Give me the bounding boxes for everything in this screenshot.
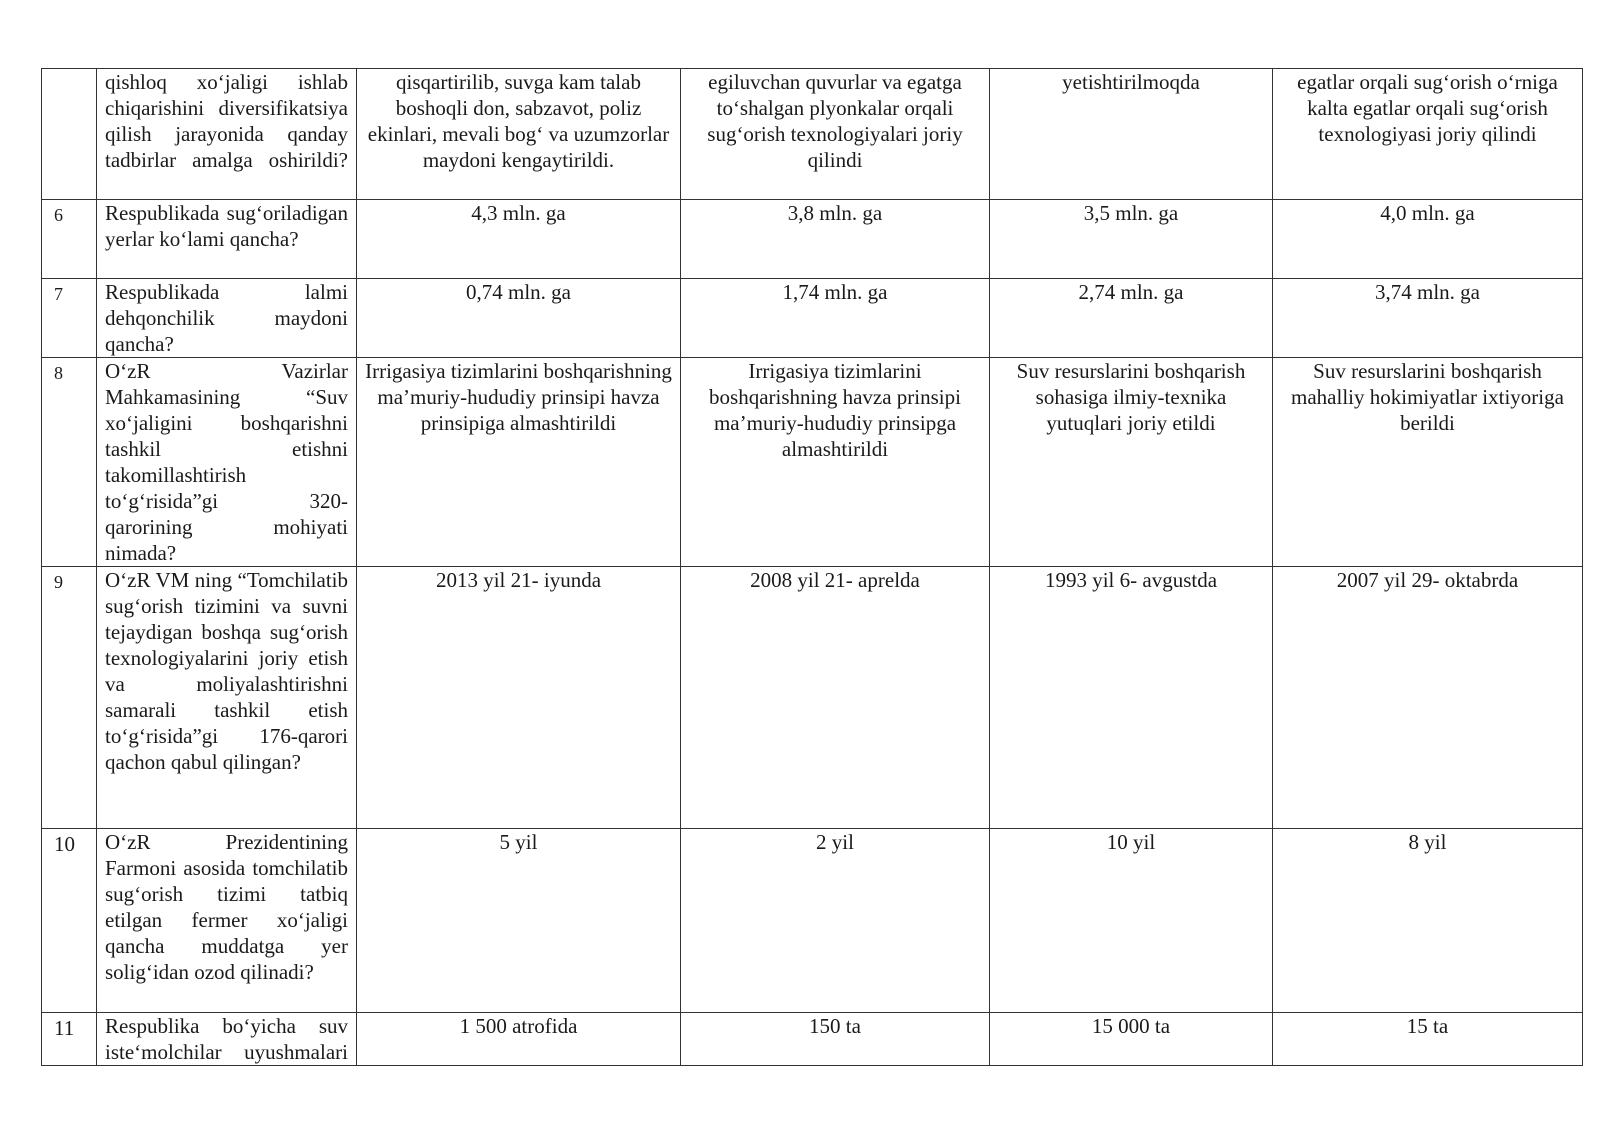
answer-b: Irrigasiya tizimlarini boshqarishning havza prinsipi ma’muriy-hududiy prinsipga almashtirildi [681, 358, 990, 567]
question-number: 11 [42, 1013, 97, 1066]
answer-a: 2013 yil 21- iyunda [357, 567, 681, 829]
answer-c: Suv resurslarini boshqarish sohasiga ilmiy-texnika yutuqlari joriy etildi [990, 358, 1273, 567]
answer-d: 3,74 mln. ga [1273, 279, 1583, 358]
answer-c: 1993 yil 6- avgustda [990, 567, 1273, 829]
table-row [42, 358, 1583, 567]
question-text: Respublikada lalmi dehqonchilik maydoni qancha? [97, 279, 357, 358]
answer-a: Irrigasiya tizimlarini boshqarishning ma’muriy-hududiy prinsipi havza prinsipiga almashtirildi [357, 358, 681, 567]
question-text: Respublikada sug‘oriladigan yerlar ko‘lami qancha? [97, 200, 357, 279]
question-text: qishloq xo‘jaligi ishlab chiqarishini diversifikatsiya qilish jarayonida qanday tadbirlar amalga oshirildi? [97, 69, 357, 200]
answer-c: yetishtirilmoqda [990, 69, 1273, 200]
table-row [42, 829, 1583, 1013]
question-table [41, 68, 1583, 1066]
question-text: O‘zR Prezidentining Farmoni asosida tomchilatib sug‘orish tizimi tatbiq etilgan fermer xo‘jaligi qancha muddatga yer solig‘idan ozod qilinadi? [97, 829, 357, 1013]
question-number: 6 [42, 200, 97, 279]
question-text: O‘zR Vazirlar Mahkamasining “Suv xo‘jaligini boshqarishni tashkil etishni takomillashtirish to‘g‘risida”gi 320-qarorining mohiyati nimada? [97, 358, 357, 567]
answer-d: 8 yil [1273, 829, 1583, 1013]
answer-a: 0,74 mln. ga [357, 279, 681, 358]
answer-b: 3,8 mln. ga [681, 200, 990, 279]
answer-c: 15 000 ta [990, 1013, 1273, 1066]
answer-d: 15 ta [1273, 1013, 1583, 1066]
table-row [42, 200, 1583, 279]
answer-c: 3,5 mln. ga [990, 200, 1273, 279]
question-text: Respublika bo‘yicha suv iste‘molchilar uyushmalari [97, 1013, 357, 1066]
answer-b: 150 ta [681, 1013, 990, 1066]
answer-d: 4,0 mln. ga [1273, 200, 1583, 279]
answer-b: 1,74 mln. ga [681, 279, 990, 358]
answer-b: egiluvchan quvurlar va egatga to‘shalgan plyonkalar orqali sug‘orish texnologiyalari joriy qilindi [681, 69, 990, 200]
table-row [42, 567, 1583, 829]
answer-a: 5 yil [357, 829, 681, 1013]
question-text: O‘zR VM ning “Tomchilatib sug‘orish tizimini va suvni tejaydigan boshqa sug‘orish texnologiyalarini joriy etish va moliyalashtirishni samarali tashkil etish to‘g‘risida”gi 176-qarori qachon qabul qilingan? [97, 567, 357, 829]
answer-b: 2 yil [681, 829, 990, 1013]
answer-d: egatlar orqali sug‘orish o‘rniga kalta egatlar orqali sug‘orish texnologiyasi joriy qilindi [1273, 69, 1583, 200]
answer-d: Suv resurslarini boshqarish mahalliy hokimiyatlar ixtiyoriga berildi [1273, 358, 1583, 567]
answer-b: 2008 yil 21- aprelda [681, 567, 990, 829]
question-number [42, 69, 97, 200]
question-number: 9 [42, 567, 97, 829]
question-number: 10 [42, 829, 97, 1013]
answer-a: 4,3 mln. ga [357, 200, 681, 279]
question-number: 8 [42, 358, 97, 567]
answer-a: 1 500 atrofida [357, 1013, 681, 1066]
answer-c: 2,74 mln. ga [990, 279, 1273, 358]
answer-d: 2007 yil 29- oktabrda [1273, 567, 1583, 829]
table-row [42, 69, 1583, 200]
answer-c: 10 yil [990, 829, 1273, 1013]
question-number: 7 [42, 279, 97, 358]
answer-a: qisqartirilib, suvga kam talab boshoqli don, sabzavot, poliz ekinlari, mevali bog‘ va uzumzorlar maydoni kengaytirildi. [357, 69, 681, 200]
table-row [42, 1013, 1583, 1066]
table-row [42, 279, 1583, 358]
